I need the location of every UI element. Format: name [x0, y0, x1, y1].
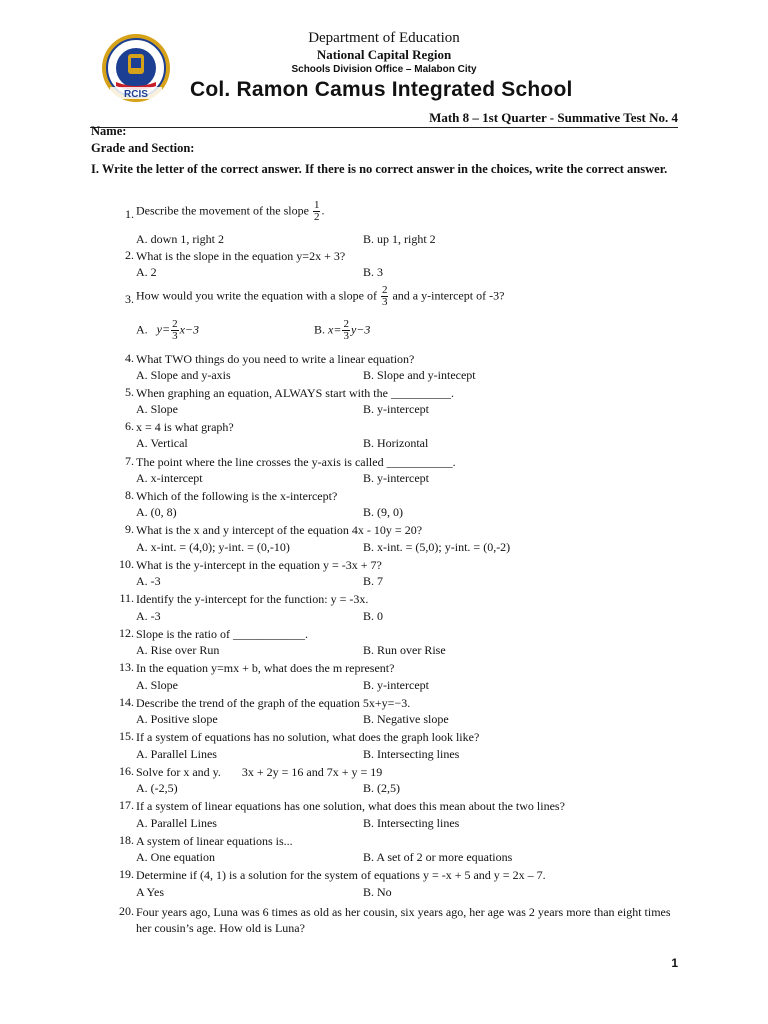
question-text: A system of linear equations is...	[136, 834, 293, 848]
equation-part: y−3	[350, 322, 371, 337]
choice-b	[314, 319, 370, 342]
division-title: Schools Division Office – Malabon City	[291, 64, 477, 75]
question-text-part: and a y-intercept of -3?	[389, 288, 505, 303]
question-number: 18.	[119, 833, 134, 847]
equation-part: y=	[156, 322, 171, 337]
choice-a: A. x-int. = (4,0); y-int. = (0,-10)	[136, 540, 290, 554]
choice-b: B. y-intercept	[363, 402, 429, 416]
question-number: 14.	[119, 695, 134, 709]
choice-b: B. 0	[363, 609, 384, 623]
question-text: What TWO things do you need to write a linear equation?	[136, 352, 415, 366]
choice-b: B. (2,5)	[363, 781, 400, 795]
question-number: 20.	[119, 904, 134, 918]
question-number: 19.	[119, 867, 134, 881]
choice-a: A. -3	[136, 609, 161, 623]
question-text-part: How would you write the equation with a slope of	[136, 288, 380, 303]
question-text: In the equation y=mx + b, what does the m represent?	[136, 661, 395, 675]
fraction-numerator: 1	[313, 199, 320, 211]
choice-b: B. y-intercept	[363, 678, 429, 692]
question-number: 1.	[125, 207, 134, 221]
fraction-denominator: 2	[313, 211, 320, 223]
choice-a: A. down 1, right 2	[136, 232, 224, 246]
choice-b: B. 3	[363, 265, 384, 279]
fraction-numerator: 2	[172, 318, 178, 330]
choice-b: B. A set of 2 or more equations	[363, 850, 513, 864]
question-text-part: .	[321, 203, 325, 218]
choice-a: A. 2	[136, 265, 157, 279]
choice-a: A. x-intercept	[136, 471, 203, 485]
choice-b: B. Slope and y-intecept	[363, 368, 476, 382]
choice-b: B. up 1, right 2	[363, 232, 436, 246]
logo-text: RCIS	[124, 89, 148, 100]
choice-a: A. (0, 8)	[136, 505, 177, 519]
question-number: 17.	[119, 798, 134, 812]
choice-a: A. Parallel Lines	[136, 816, 217, 830]
question-text	[136, 200, 681, 223]
choice-b: B. y-intercept	[363, 471, 429, 485]
question-number: 5.	[125, 385, 134, 399]
question-text: Solve for x and y. 3x + 2y = 16 and 7x + y = 19	[136, 765, 383, 779]
question-text: Slope is the ratio of ____________.	[136, 627, 308, 641]
choice-b: B. 7	[363, 574, 384, 588]
fraction	[313, 200, 321, 223]
question-text-part: Describe the movement of the slope	[136, 203, 312, 218]
fraction-numerator: 2	[343, 318, 349, 330]
choice-b: B. Intersecting lines	[363, 747, 460, 761]
choice-a: A. (-2,5)	[136, 781, 178, 795]
choice-a: A. Rise over Run	[136, 643, 220, 657]
question-text: Describe the trend of the graph of the equation 5x+y=−3.	[136, 696, 411, 710]
question-text: What is the x and y intercept of the equation 4x - 10y = 20?	[136, 523, 423, 537]
question-text: When graphing an equation, ALWAYS start with the __________.	[136, 386, 454, 400]
question-number: 9.	[125, 522, 134, 536]
question-text: x = 4 is what graph?	[136, 420, 234, 434]
choice-b: B. (9, 0)	[363, 505, 403, 519]
fraction-denominator: 3	[172, 330, 178, 342]
test-instructions: I. Write the letter of the correct answer. If there is no correct answer in the choices, write the correct answer.	[91, 162, 668, 176]
choice-a: A. One equation	[136, 850, 215, 864]
choice-a: A. Slope	[136, 402, 178, 416]
question-text: What is the y-intercept in the equation y = -3x + 7?	[136, 558, 382, 572]
school-name: Col. Ramon Camus Integrated School	[190, 78, 573, 101]
equation-part: x=	[328, 322, 342, 337]
question-text: Identify the y-intercept for the function: y = -3x.	[136, 592, 369, 606]
fraction-denominator: 3	[343, 330, 349, 342]
region-title: National Capital Region	[316, 47, 452, 62]
question-text: The point where the line crosses the y-axis is called ___________.	[136, 455, 456, 469]
question-number: 2.	[125, 248, 134, 262]
question-number: 12.	[119, 626, 134, 640]
choice-a: A. Vertical	[136, 436, 188, 450]
question-text: If a system of linear equations has one solution, what does this mean about the two lines?	[136, 799, 565, 813]
choice-b: B. x-int. = (5,0); y-int. = (0,-2)	[363, 540, 511, 554]
question-text: What is the slope in the equation y=2x + 3?	[136, 249, 346, 263]
fraction-denominator: 3	[381, 296, 388, 308]
question-number: 3.	[125, 292, 134, 306]
test-title: Math 8 – 1st Quarter - Summative Test No. 4	[429, 110, 678, 125]
question-number: 13.	[119, 660, 134, 674]
question-number: 4.	[125, 351, 134, 365]
choice-b: B. Negative slope	[363, 712, 449, 726]
name-field-label: Name:	[91, 124, 127, 138]
page-number: 1	[671, 956, 678, 970]
question-number: 6.	[125, 419, 134, 433]
department-title: Department of Education	[308, 30, 460, 46]
choice-a: A. Positive slope	[136, 712, 218, 726]
choice-b: B. Horizontal	[363, 436, 429, 450]
question-number: 16.	[119, 764, 134, 778]
question-text: Which of the following is the x-intercept?	[136, 489, 338, 503]
fraction	[381, 285, 389, 308]
choice-label: A.	[136, 322, 148, 337]
question-text: Determine if (4, 1) is a solution for the system of equations y = -x + 5 and y = 2x – 7.	[136, 868, 546, 882]
fraction-numerator: 2	[381, 284, 388, 296]
choice-a: A. -3	[136, 574, 161, 588]
choice-b: B. No	[363, 885, 392, 899]
grade-section-field-label: Grade and Section:	[91, 141, 195, 155]
question-text	[136, 285, 681, 308]
question-text: If a system of equations has no solution, what does the graph look like?	[136, 730, 480, 744]
choice-label: B.	[314, 322, 326, 337]
choice-a: A. Slope	[136, 678, 178, 692]
question-number: 7.	[125, 454, 134, 468]
choice-b: B. Run over Rise	[363, 643, 446, 657]
choice-a: A. Slope and y-axis	[136, 368, 231, 382]
fraction	[171, 319, 179, 342]
question-text: Four years ago, Luna was 6 times as old as her cousin, six years ago, her age was 2 years more than eight times her cousin’s age. How old is Luna?	[136, 905, 671, 935]
choice-a	[136, 319, 199, 342]
question-number: 10.	[119, 557, 134, 571]
choice-b: B. Intersecting lines	[363, 816, 460, 830]
choice-a: A. Parallel Lines	[136, 747, 217, 761]
question-number: 11.	[119, 591, 134, 605]
question-number: 8.	[125, 488, 134, 502]
question-number: 15.	[119, 729, 134, 743]
equation-part: x−3	[179, 322, 200, 337]
choice-a: A Yes	[136, 885, 165, 899]
fraction	[342, 319, 350, 342]
